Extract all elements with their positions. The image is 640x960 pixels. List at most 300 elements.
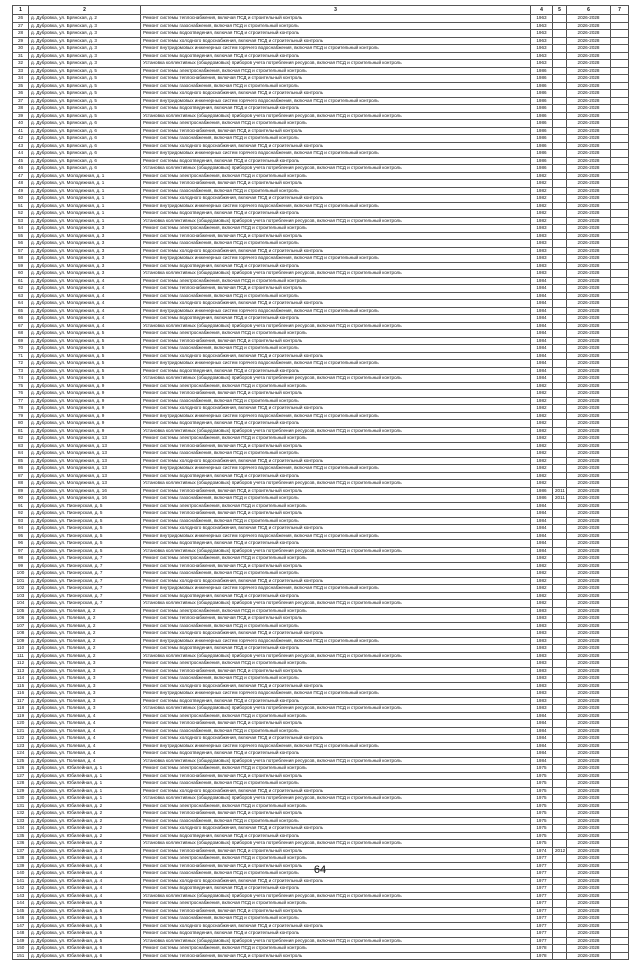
address-cell: д. Дубровка, ул. Брянская, д. 6 (29, 120, 141, 128)
build-year-cell: 1984 (531, 540, 553, 548)
repair-year-cell (553, 135, 567, 143)
build-year-cell: 1986 (531, 97, 553, 105)
row-number-cell: 49 (13, 187, 29, 195)
work-type-cell: Ремонт системы теплоснабжения, включая ПСД и строительный контроль (141, 810, 531, 818)
extra-cell (611, 255, 629, 263)
repair-year-cell (553, 570, 567, 578)
extra-cell (611, 307, 629, 315)
work-type-cell: Ремонт системы водоотведения, включая ПСД и строительный контроль (141, 592, 531, 600)
row-number-cell: 30 (13, 45, 29, 53)
address-cell: д. Дубровка, ул. Молодежная, д. 3 (29, 247, 141, 255)
work-type-cell: Установка коллективных (общедомовых) приборов учета потребления ресурсов, включая ПСД и строительный контроль (141, 112, 531, 120)
work-type-cell: Ремонт системы электроснабжения, включая ПСД и строительный контроль (141, 660, 531, 668)
row-number-cell: 151 (13, 952, 29, 960)
build-year-cell: 1983 (531, 645, 553, 653)
period-cell: 2026-2028 (567, 322, 611, 330)
address-cell: д. Дубровка, ул. Молодежная, д. 1 (29, 172, 141, 180)
repair-year-cell (553, 945, 567, 953)
row-number-cell: 48 (13, 180, 29, 188)
build-year-cell: 1963 (531, 37, 553, 45)
repair-year-cell: 2012 (553, 847, 567, 855)
row-number-cell: 41 (13, 127, 29, 135)
period-cell: 2026-2028 (567, 300, 611, 308)
extra-cell (611, 615, 629, 623)
repair-year-cell (553, 720, 567, 728)
address-cell: д. Дубровка, ул. Полевая, д. 2 (29, 652, 141, 660)
address-cell: д. Дубровка, ул. Пионерская, д. 7 (29, 585, 141, 593)
address-cell: д. Дубровка, ул. Молодежная, д. 3 (29, 225, 141, 233)
period-cell: 2026-2028 (567, 442, 611, 450)
row-number-cell: 71 (13, 352, 29, 360)
period-cell: 2026-2028 (567, 637, 611, 645)
build-year-cell: 1983 (531, 697, 553, 705)
period-cell: 2026-2028 (567, 787, 611, 795)
row-number-cell: 101 (13, 577, 29, 585)
work-type-cell: Ремонт системы водоотведения, включая ПСД и строительный контроль (141, 210, 531, 218)
work-type-cell: Ремонт системы газоснабжения, включая ПСД и строительный контроль (141, 495, 531, 503)
table-row (13, 120, 629, 128)
work-type-cell: Ремонт системы холодного водоснабжения, включая ПСД и строительный контроль (141, 630, 531, 638)
repair-year-cell (553, 615, 567, 623)
period-cell: 2026-2028 (567, 577, 611, 585)
address-cell: д. Дубровка, ул. Полевая, д. 3 (29, 660, 141, 668)
extra-cell (611, 420, 629, 428)
work-type-cell: Ремонт системы водоотведения, включая ПСД и строительный контроль (141, 930, 531, 938)
build-year-cell: 1975 (531, 765, 553, 773)
extra-cell (611, 67, 629, 75)
row-number-cell: 139 (13, 862, 29, 870)
table-row (13, 720, 629, 728)
work-type-cell: Ремонт системы водоотведения, включая ПСД и строительный контроль (141, 540, 531, 548)
repair-year-cell (553, 517, 567, 525)
build-year-cell: 1984 (531, 510, 553, 518)
extra-cell (611, 532, 629, 540)
header-cell: 6 (567, 6, 611, 15)
build-year-cell: 1984 (531, 375, 553, 383)
build-year-cell: 1975 (531, 832, 553, 840)
row-number-cell: 72 (13, 360, 29, 368)
extra-cell (611, 922, 629, 930)
build-year-cell: 1975 (531, 810, 553, 818)
period-cell: 2026-2028 (567, 690, 611, 698)
table-row (13, 892, 629, 900)
repair-year-cell (553, 187, 567, 195)
period-cell: 2026-2028 (567, 765, 611, 773)
extra-cell (611, 172, 629, 180)
row-number-cell: 60 (13, 270, 29, 278)
work-type-cell: Ремонт системы теплоснабжения, включая ПСД и строительный контроль (141, 180, 531, 188)
extra-cell (611, 195, 629, 203)
period-cell: 2026-2028 (567, 232, 611, 240)
period-cell: 2026-2028 (567, 67, 611, 75)
build-year-cell: 1984 (531, 547, 553, 555)
extra-cell (611, 600, 629, 608)
build-year-cell: 1977 (531, 915, 553, 923)
extra-cell (611, 510, 629, 518)
row-number-cell: 123 (13, 742, 29, 750)
build-year-cell: 1984 (531, 285, 553, 293)
address-cell: д. Дубровка, ул. Молодежная, д. 4 (29, 285, 141, 293)
build-year-cell: 1984 (531, 720, 553, 728)
address-cell: д. Дубровка, ул. Пионерская, д. 5 (29, 502, 141, 510)
repair-year-cell (553, 600, 567, 608)
work-type-cell: Ремонт системы электроснабжения, включая ПСД и строительный контроль (141, 712, 531, 720)
work-type-cell: Ремонт системы холодного водоснабжения, включая ПСД и строительный контроль (141, 735, 531, 743)
work-type-cell: Установка коллективных (общедомовых) приборов учета потребления ресурсов, включая ПСД и строительный контроль (141, 60, 531, 68)
row-number-cell: 90 (13, 495, 29, 503)
row-number-cell: 94 (13, 525, 29, 533)
build-year-cell: 1984 (531, 532, 553, 540)
work-type-cell: Ремонт системы теплоснабжения, включая ПСД и строительный контроль (141, 442, 531, 450)
build-year-cell: 1982 (531, 412, 553, 420)
period-cell: 2026-2028 (567, 735, 611, 743)
extra-cell (611, 697, 629, 705)
extra-cell (611, 765, 629, 773)
build-year-cell: 1986 (531, 82, 553, 90)
build-year-cell: 1986 (531, 150, 553, 158)
row-number-cell: 43 (13, 142, 29, 150)
period-cell: 2026-2028 (567, 892, 611, 900)
build-year-cell: 1983 (531, 630, 553, 638)
period-cell: 2026-2028 (567, 435, 611, 443)
period-cell: 2026-2028 (567, 465, 611, 473)
table-row (13, 780, 629, 788)
period-cell: 2026-2028 (567, 360, 611, 368)
work-type-cell: Ремонт внутридомовых инженерных систем горячего водоснабжения, включая ПСД и строительный контроль (141, 45, 531, 53)
row-number-cell: 42 (13, 135, 29, 143)
repair-year-cell (553, 510, 567, 518)
repair-year-cell (553, 930, 567, 938)
repair-year-cell (553, 37, 567, 45)
row-number-cell: 86 (13, 465, 29, 473)
table-row (13, 555, 629, 563)
row-number-cell: 95 (13, 532, 29, 540)
table-row (13, 585, 629, 593)
work-type-cell: Ремонт системы водоотведения, включая ПСД и строительный контроль (141, 750, 531, 758)
extra-cell (611, 772, 629, 780)
table-row (13, 532, 629, 540)
work-type-cell: Ремонт системы электроснабжения, включая ПСД и строительный контроль (141, 330, 531, 338)
table-row (13, 750, 629, 758)
address-cell: д. Дубровка, ул. Молодежная, д. 16 (29, 495, 141, 503)
address-cell: д. Дубровка, ул. Молодежная, д. 3 (29, 255, 141, 263)
build-year-cell: 1984 (531, 735, 553, 743)
repair-year-cell (553, 112, 567, 120)
extra-cell (611, 352, 629, 360)
row-number-cell: 67 (13, 322, 29, 330)
address-cell: д. Дубровка, ул. Молодежная, д. 9 (29, 405, 141, 413)
address-cell: д. Дубровка, ул. Полевая, д. 2 (29, 637, 141, 645)
period-cell: 2026-2028 (567, 555, 611, 563)
row-number-cell: 96 (13, 540, 29, 548)
period-cell: 2026-2028 (567, 427, 611, 435)
address-cell: д. Дубровка, ул. Молодежная, д. 3 (29, 232, 141, 240)
repair-year-cell (553, 937, 567, 945)
build-year-cell: 1977 (531, 870, 553, 878)
repair-year-cell (553, 562, 567, 570)
build-year-cell: 1977 (531, 930, 553, 938)
work-type-cell: Ремонт системы газоснабжения, включая ПСД и строительный контроль (141, 22, 531, 30)
work-type-cell: Ремонт системы теплоснабжения, включая ПСД и строительный контроль (141, 562, 531, 570)
work-type-cell: Ремонт системы холодного водоснабжения, включая ПСД и строительный контроль (141, 405, 531, 413)
address-cell: д. Дубровка, ул. Пионерская, д. 5 (29, 525, 141, 533)
row-number-cell: 52 (13, 210, 29, 218)
row-number-cell: 89 (13, 487, 29, 495)
extra-cell (611, 270, 629, 278)
repair-year-cell (553, 795, 567, 803)
extra-cell (611, 45, 629, 53)
build-year-cell: 1977 (531, 877, 553, 885)
table-row (13, 427, 629, 435)
build-year-cell: 1982 (531, 217, 553, 225)
work-type-cell: Ремонт системы водоотведения, включая ПСД и строительный контроль (141, 885, 531, 893)
period-cell: 2026-2028 (567, 832, 611, 840)
work-type-cell: Ремонт системы теплоснабжения, включая ПСД и строительный контроль (141, 667, 531, 675)
build-year-cell: 1984 (531, 360, 553, 368)
work-type-cell: Ремонт системы электроснабжения, включая ПСД и строительный контроль (141, 277, 531, 285)
work-type-cell: Ремонт внутридомовых инженерных систем горячего водоснабжения, включая ПСД и строительный контроль (141, 97, 531, 105)
row-number-cell: 133 (13, 817, 29, 825)
address-cell: д. Дубровка, ул. Юбилейная, д. 2 (29, 817, 141, 825)
repair-year-cell (553, 952, 567, 960)
period-cell: 2026-2028 (567, 525, 611, 533)
row-number-cell: 122 (13, 735, 29, 743)
extra-cell (611, 135, 629, 143)
period-cell: 2026-2028 (567, 720, 611, 728)
work-type-cell: Ремонт системы газоснабжения, включая ПСД и строительный контроль (141, 240, 531, 248)
period-cell: 2026-2028 (567, 937, 611, 945)
address-cell: д. Дубровка, ул. Молодежная, д. 13 (29, 457, 141, 465)
period-cell: 2026-2028 (567, 652, 611, 660)
row-number-cell: 130 (13, 795, 29, 803)
extra-cell (611, 247, 629, 255)
row-number-cell: 84 (13, 450, 29, 458)
table-row (13, 255, 629, 263)
period-cell: 2026-2028 (567, 502, 611, 510)
table-row (13, 172, 629, 180)
extra-cell (611, 907, 629, 915)
row-number-cell: 73 (13, 367, 29, 375)
period-cell: 2026-2028 (567, 292, 611, 300)
repair-year-cell (553, 637, 567, 645)
build-year-cell: 1984 (531, 292, 553, 300)
build-year-cell: 1982 (531, 390, 553, 398)
period-cell: 2026-2028 (567, 105, 611, 113)
table-row (13, 112, 629, 120)
build-year-cell: 1984 (531, 300, 553, 308)
period-cell: 2026-2028 (567, 817, 611, 825)
period-cell: 2026-2028 (567, 30, 611, 38)
work-type-cell: Ремонт системы водоотведения, включая ПСД и строительный контроль (141, 697, 531, 705)
address-cell: д. Дубровка, ул. Молодежная, д. 3 (29, 240, 141, 248)
work-type-cell: Ремонт внутридомовых инженерных систем горячего водоснабжения, включая ПСД и строительный контроль (141, 150, 531, 158)
period-cell: 2026-2028 (567, 397, 611, 405)
row-number-cell: 93 (13, 517, 29, 525)
table-row (13, 210, 629, 218)
table-row (13, 202, 629, 210)
address-cell: д. Дубровка, ул. Пионерская, д. 7 (29, 555, 141, 563)
table-row (13, 330, 629, 338)
build-year-cell: 1963 (531, 15, 553, 23)
table-row (13, 450, 629, 458)
table-row (13, 15, 629, 23)
table-row (13, 652, 629, 660)
repair-year-cell (553, 877, 567, 885)
period-cell: 2026-2028 (567, 682, 611, 690)
extra-cell (611, 337, 629, 345)
header-cell: 7 (611, 6, 629, 15)
repair-year-cell (553, 240, 567, 248)
repair-year-cell (553, 52, 567, 60)
table-row (13, 435, 629, 443)
repair-year-cell (553, 907, 567, 915)
work-type-cell: Ремонт системы водоотведения, включая ПСД и строительный контроль (141, 645, 531, 653)
row-number-cell: 46 (13, 165, 29, 173)
work-type-cell: Установка коллективных (общедомовых) приборов учета потребления ресурсов, включая ПСД и строительный контроль (141, 652, 531, 660)
repair-year-cell (553, 30, 567, 38)
row-number-cell: 39 (13, 112, 29, 120)
repair-year-cell: 2011 (553, 495, 567, 503)
build-year-cell: 1978 (531, 945, 553, 953)
repair-year-cell (553, 202, 567, 210)
repair-year-cell (553, 67, 567, 75)
extra-cell (611, 105, 629, 113)
address-cell: д. Дубровка, ул. Пионерская, д. 5 (29, 517, 141, 525)
build-year-cell: 1984 (531, 502, 553, 510)
address-cell: д. Дубровка, ул. Молодежная, д. 4 (29, 322, 141, 330)
table-row (13, 277, 629, 285)
address-cell: д. Дубровка, ул. Юбилейная, д. 4 (29, 892, 141, 900)
page-number: 64 (313, 864, 327, 876)
extra-cell (611, 585, 629, 593)
repair-year-cell (553, 375, 567, 383)
work-type-cell: Ремонт системы холодного водоснабжения, включая ПСД и строительный контроль (141, 142, 531, 150)
repair-year-cell (553, 810, 567, 818)
extra-cell (611, 390, 629, 398)
repair-year-cell (553, 195, 567, 203)
row-number-cell: 44 (13, 150, 29, 158)
row-number-cell: 87 (13, 472, 29, 480)
table-row (13, 645, 629, 653)
extra-cell (611, 127, 629, 135)
work-type-cell: Установка коллективных (общедомовых) приборов учета потребления ресурсов, включая ПСД и строительный контроль (141, 937, 531, 945)
period-cell: 2026-2028 (567, 405, 611, 413)
address-cell: д. Дубровка, ул. Полевая, д. 3 (29, 682, 141, 690)
repair-year-cell (553, 472, 567, 480)
repair-year-cell (553, 585, 567, 593)
extra-cell (611, 412, 629, 420)
extra-cell (611, 157, 629, 165)
work-type-cell: Ремонт системы теплоснабжения, включая ПСД и строительный контроль (141, 285, 531, 293)
work-type-cell: Ремонт системы теплоснабжения, включая ПСД и строительный контроль (141, 487, 531, 495)
work-type-cell: Ремонт системы водоотведения, включая ПСД и строительный контроль (141, 315, 531, 323)
table-row (13, 930, 629, 938)
address-cell: д. Дубровка, ул. Брянская, д. 5 (29, 82, 141, 90)
repair-year-cell (553, 727, 567, 735)
period-cell: 2026-2028 (567, 907, 611, 915)
repair-year-cell (553, 337, 567, 345)
row-number-cell: 50 (13, 195, 29, 203)
build-year-cell: 1984 (531, 330, 553, 338)
row-number-cell: 145 (13, 907, 29, 915)
extra-cell (611, 795, 629, 803)
work-type-cell: Ремонт системы теплоснабжения, включая ПСД и строительный контроль (141, 390, 531, 398)
table-row (13, 495, 629, 503)
extra-cell (611, 30, 629, 38)
period-cell: 2026-2028 (567, 285, 611, 293)
row-number-cell: 97 (13, 547, 29, 555)
period-cell: 2026-2028 (567, 165, 611, 173)
address-cell: д. Дубровка, ул. Молодежная, д. 5 (29, 337, 141, 345)
row-number-cell: 28 (13, 30, 29, 38)
address-cell: д. Дубровка, ул. Молодежная, д. 4 (29, 292, 141, 300)
address-cell: д. Дубровка, ул. Юбилейная, д. 5 (29, 922, 141, 930)
extra-cell (611, 187, 629, 195)
address-cell: д. Дубровка, ул. Молодежная, д. 4 (29, 300, 141, 308)
build-year-cell: 1982 (531, 202, 553, 210)
row-number-cell: 117 (13, 697, 29, 705)
work-type-cell: Ремонт системы холодного водоснабжения, включая ПСД и строительный контроль (141, 525, 531, 533)
extra-cell (611, 367, 629, 375)
table-row (13, 127, 629, 135)
build-year-cell: 1982 (531, 382, 553, 390)
build-year-cell: 1977 (531, 855, 553, 863)
build-year-cell: 1984 (531, 757, 553, 765)
address-cell: д. Дубровка, ул. Юбилейная, д. 3 (29, 847, 141, 855)
address-cell: д. Дубровка, ул. Молодежная, д. 5 (29, 367, 141, 375)
build-year-cell: 1977 (531, 885, 553, 893)
build-year-cell: 1982 (531, 577, 553, 585)
repair-year-cell (553, 157, 567, 165)
period-cell: 2026-2028 (567, 750, 611, 758)
extra-cell (611, 592, 629, 600)
work-type-cell: Ремонт системы электроснабжения, включая ПСД и строительный контроль (141, 555, 531, 563)
row-number-cell: 142 (13, 885, 29, 893)
row-number-cell: 143 (13, 892, 29, 900)
period-cell: 2026-2028 (567, 255, 611, 263)
work-type-cell: Ремонт системы теплоснабжения, включая ПСД и строительный контроль (141, 907, 531, 915)
build-year-cell: 1986 (531, 105, 553, 113)
extra-cell (611, 450, 629, 458)
build-year-cell: 1983 (531, 675, 553, 683)
build-year-cell: 1984 (531, 367, 553, 375)
table-row (13, 615, 629, 623)
address-cell: д. Дубровка, ул. Юбилейная, д. 2 (29, 810, 141, 818)
build-year-cell: 1983 (531, 270, 553, 278)
row-number-cell: 40 (13, 120, 29, 128)
address-cell: д. Дубровка, ул. Молодежная, д. 9 (29, 382, 141, 390)
address-cell: д. Дубровка, ул. Юбилейная, д. 4 (29, 885, 141, 893)
period-cell: 2026-2028 (567, 795, 611, 803)
extra-cell (611, 840, 629, 848)
row-number-cell: 124 (13, 750, 29, 758)
extra-cell (611, 217, 629, 225)
address-cell: д. Дубровка, ул. Молодежная, д. 13 (29, 465, 141, 473)
repair-year-cell (553, 607, 567, 615)
work-type-cell: Ремонт системы электроснабжения, включая ПСД и строительный контроль (141, 172, 531, 180)
extra-cell (611, 547, 629, 555)
row-number-cell: 65 (13, 307, 29, 315)
period-cell: 2026-2028 (567, 270, 611, 278)
period-cell: 2026-2028 (567, 315, 611, 323)
table-row (13, 52, 629, 60)
repair-year-cell (553, 660, 567, 668)
period-cell: 2026-2028 (567, 945, 611, 953)
repair-year-cell (553, 172, 567, 180)
repair-year-cell (553, 142, 567, 150)
period-cell: 2026-2028 (567, 390, 611, 398)
row-number-cell: 77 (13, 397, 29, 405)
